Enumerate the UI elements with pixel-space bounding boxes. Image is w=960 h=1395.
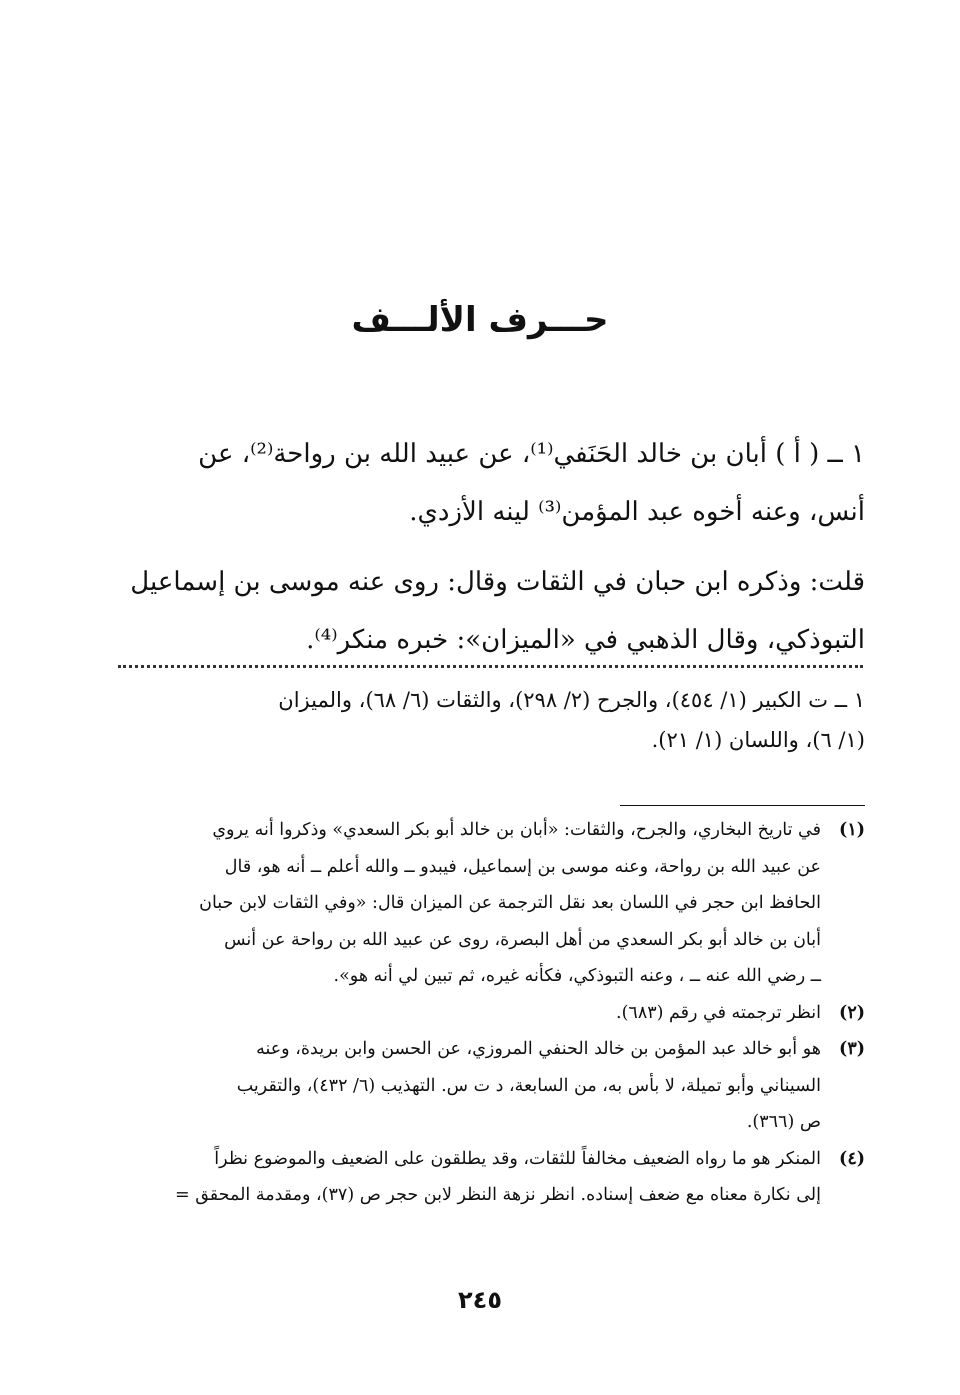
footnote-number: (٤) [839, 1148, 865, 1169]
footnote-number: (٣) [839, 1039, 865, 1059]
footnote-body [112, 1031, 821, 1141]
sources-block [112, 680, 865, 760]
footnote-line: عن عبيد الله بن رواحة، وعنه موسى بن إسماعيل، فيبدو ــ والله أعلم ــ أنه هو، قال [224, 856, 821, 877]
footnote-line: السيناني وأبو تميلة، لا بأس به، من السابعة، د ت س. التهذيب (٦/ ٤٣٢)، والتقريب [236, 1075, 821, 1096]
footnote-body [112, 812, 821, 995]
footnote-line: هو أبو خالد عبد المؤمن بن خالد الحنفي المروزي، عن الحسن وابن بريدة، وعنه [256, 1039, 821, 1059]
chapter-title: حـــرف الألـــف [351, 300, 609, 340]
footnote-2 [112, 995, 865, 1032]
footnote-line: أبان بن خالد أبو بكر السعدي من أهل البصرة، روى عن عبيد الله بن رواحة عن أنس [224, 929, 821, 950]
footnote-body [112, 1141, 821, 1214]
footnote-line: إلى نكارة معناه مع ضعف إسناده. انظر نزهة النظر لابن حجر ص (٣٧)، ومقدمة المحقق = [174, 1185, 821, 1205]
footnote-line: الحافظ ابن حجر في اللسان بعد نقل الترجمة عن الميزان قال: «وفي الثقات لابن حبان [199, 893, 821, 913]
sources-line: (١/ ٦)، واللسان (١/ ٢١). [651, 728, 865, 752]
footnote-3 [112, 1031, 865, 1141]
footnote-line: انظر ترجمته في رقم (٦٨٣). [616, 1002, 821, 1023]
footnote-4 [112, 1141, 865, 1214]
footnote-1 [112, 812, 865, 995]
footnote-line: ص (٣٦٦). [746, 1112, 821, 1132]
footnote-rule [620, 805, 865, 806]
dotted-separator [118, 665, 863, 668]
footnote-body [112, 995, 821, 1032]
footnote-line: في تاريخ البخاري، والجرح، والثقات: «أبان بن خالد أبو بكر السعدي» وذكروا أنه يروي [212, 820, 821, 840]
footnote-line: ــ رضي الله عنه ــ ، وعنه التبوذكي، فكأنه غيره، ثم تبين لي أنه هو». [333, 966, 821, 986]
page-number: ٢٤٥ [458, 1286, 502, 1314]
sources-line: ١ ــ ت الكبير (١/ ٤٥٤)، والجرح (٢/ ٢٩٨)، والثقات (٦/ ٦٨)، والميزان [278, 688, 865, 712]
footnote-number: (٢) [839, 1002, 865, 1023]
footnote-number: (١) [839, 820, 865, 840]
entry-text [112, 425, 865, 669]
footnotes [112, 812, 865, 1214]
entry-comment-line: قلت: وذكره ابن حبان في الثقات وقال: روى عنه موسى بن إسماعيل [130, 567, 865, 597]
entry-line: أنس، وعنه أخوه عبد المؤمن⁽³⁾ لينه الأزدي. [409, 497, 865, 527]
footnote-line: المنكر هو ما رواه الضعيف مخالفاً للثقات، وقد يطلقون على الضعيف والموضوع نظراً [214, 1148, 821, 1169]
entry-line: ١ ــ ( أ ) أبان بن خالد الحَنَفي⁽¹⁾، عن عبيد الله بن رواحة⁽²⁾، عن [198, 439, 865, 469]
entry-comment-line: التبوذكي، وقال الذهبي في «الميزان»: خبره منكر⁽⁴⁾. [306, 625, 865, 655]
